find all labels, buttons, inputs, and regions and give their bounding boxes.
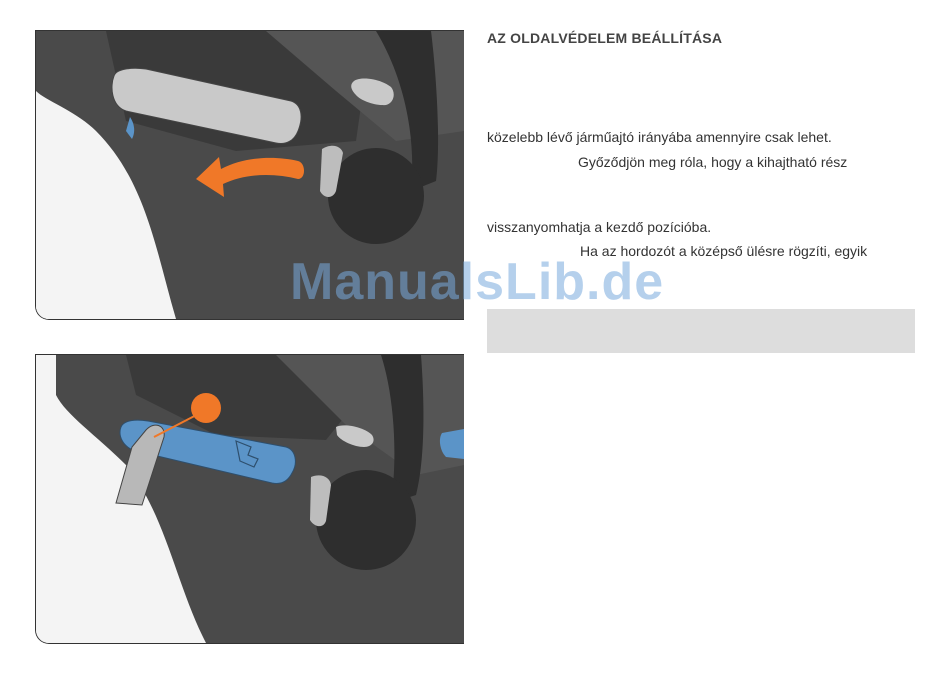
seat-illustration-bottom: [36, 355, 464, 643]
paragraph-line-3: visszanyomhatja a kezdő pozícióba.: [487, 219, 712, 235]
illustration-release-lever: [35, 354, 464, 644]
highlight-bar: [487, 309, 915, 353]
section-heading: AZ OLDALVÉDELEM BEÁLLÍTÁSA: [487, 30, 723, 46]
paragraph-line-1: közelebb lévő járműajtó irányába amennyire csak lehet.: [487, 129, 832, 145]
marker-dot: [191, 393, 221, 423]
paragraph-line-4: Ha az hordozót a középső ülésre rögzíti, egyik: [580, 243, 868, 259]
watermark-text: ManualsLib.de: [290, 253, 665, 311]
handle-hub: [328, 148, 424, 244]
paragraph-line-2: Győződjön meg róla, hogy a kihajtható rész: [578, 154, 848, 170]
